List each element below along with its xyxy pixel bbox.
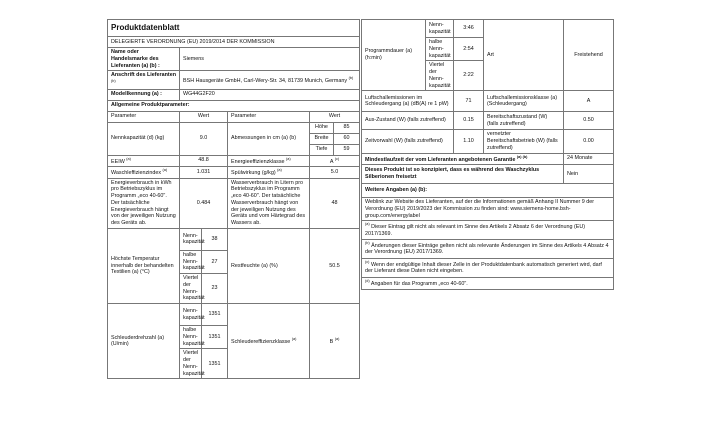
supplier-name-label: Name oder Handelsmarke des Lieferanten (a) (b) : [108,48,180,71]
maxtemp-half-label: halbe Nenn-kapazität [180,250,202,273]
silver-label: Dieses Produkt ist so konzipiert, dass es während des Waschzyklus Silberionen freisetzt [362,165,564,184]
address: BSH Hausgeräte GmbH, Carl-Wery-Str. 34, 81739 Munich, Germany [183,77,348,84]
silver-value: Nein [564,165,614,184]
eeiw-note: (a) [126,156,131,161]
height-label: Höhe [310,122,334,133]
more-info-heading: Weitere Angaben (a) (b): [362,184,614,198]
capacity-value: 9.0 [180,122,228,155]
energy-value: 0.484 [180,178,228,228]
address-cell [180,71,360,89]
type-label: Art [484,20,564,91]
spinclass-value-note: (a) [334,336,340,341]
noiseclass-label: Luftschallemissionsklasse (a) (Schleudergang) [484,91,564,112]
spin-half-label: halbe Nenn-kapazität [180,326,202,349]
water-value: 48 [310,178,360,228]
eeclass-value: A [329,158,334,165]
washindex-label-cell [108,167,180,179]
prog-duration-label: Programmdauer (a) (h:min) [362,20,426,91]
spinclass-note: (a) [291,336,297,341]
footnote-d: Angaben für das Programm „eco 40-60". [370,280,468,287]
standby-label: Bereitschaftszustand (W) (falls zutreffend) [484,112,564,130]
footnote-c-cell [362,258,614,277]
netstandby-value: 0.00 [564,130,614,153]
depth-label: Tiefe [310,144,334,155]
eeclass-label-cell [228,155,310,167]
delay-label: Zeitvorwahl (W) (falls zutreffend) [362,130,454,153]
rinse-label: Spülwirkung (g/kg) [231,169,276,176]
warranty-label: Mindestlaufzeit der vom Lieferanten angebotenen Garantie [365,156,516,163]
energy-label: Energieverbrauch in kWh pro Betriebszyklus im Programm „eco 40-60". Der tatsächliche Energieverbrauch hängt von der jeweiligen Nutzung des Geräts ab. [108,178,180,228]
maxtemp-quarter: 23 [202,274,228,304]
spin-quarter-label: Viertel der Nenn-kapazität [180,349,202,379]
rinse-label-cell [228,167,310,179]
datasheet-right-table [361,19,614,290]
address-label-note: (b) [111,79,116,83]
eeclass-note: (a) [286,156,291,161]
dur-quarter: 2:22 [454,61,484,91]
footnote-d-marker: (d) [365,278,370,283]
col-header-param: Parameter [108,111,180,122]
col-header-param2: Parameter [228,111,310,122]
maxtemp-rated-label: Nenn-kapazität [180,228,202,250]
footnote-a: Dieser Eintrag gilt nicht als relevant im Sinne des Artikels 2 Absatz 6 der Verordnung (EU) 2017/1369. [365,224,586,237]
footnote-c: Wenn der endgültige Inhalt dieser Zelle in der Produktdatenbank automatisch generiert wird, darf der Lieferant diese Daten nicht eingeben. [365,261,602,275]
model-label: Modellkennung (a) : [108,89,180,100]
regulation-text: DELEGIERTE VERORDNUNG (EU) 2019/2014 DER KOMMISSION [108,37,360,48]
warranty-label-cell [362,153,564,165]
footnote-a-marker: (a) [365,222,370,227]
dur-half: 2:54 [454,38,484,61]
spin-rated-label: Nenn-kapazität [180,304,202,326]
washindex-value: 1.031 [180,167,228,179]
maxtemp-label: Höchste Temperatur innerhalb der behandelten Textilien (a) (°C) [108,228,180,303]
depth-value: 59 [334,144,360,155]
noise-label: Luftschallemissionen im Schleudergang (a) (dB(A) re 1 pW) [362,91,454,112]
footnote-b-marker: (b) [365,240,370,245]
spinclass-value-cell [310,304,360,379]
general-params-heading: Allgemeine Produktparameter: [108,100,360,111]
water-label: Wasserverbrauch in Litern pro Betriebszyklus im Programm „eco 40-60". Der tatsächliche Wasserverbrauch hängt von der jeweiligen Nutzung des Geräts und vom Härtegrad des Wassers ab. [228,178,310,228]
dur-half-label: halbe Nenn-kapazität [426,38,454,61]
delay-value: 1.10 [454,130,484,153]
dur-rated-label: Nenn-kapazität [426,20,454,38]
eeiw-label: EEIW [111,158,125,165]
rinse-note: (a) [277,168,282,173]
address-note: (b) [348,75,354,80]
weblink-text: Weblink zur Website des Lieferanten, auf der die Informationen gemäß Anhang II Nummer 9 der Verordnung (EU) 2019/2023 der Kommission zu finden sind: www.siemens-home.bsh-group.com/energylabel [362,198,614,221]
rinse-value: 5.0 [310,167,360,179]
maxtemp-quarter-label: Viertel der Nenn-kapazität [180,274,202,304]
eeiw-label-cell [108,155,180,167]
col-header-value2: Wert [310,111,360,122]
type-value: Freistehend [564,20,614,91]
footnote-b: Änderungen dieser Einträge gelten nicht als relevante Änderungen im Sinne des Artikels 4 Absatz 4 der Verordnung (EU) 2017/1369. [365,242,609,256]
off-value: 0.15 [454,112,484,130]
col-header-value: Wert [180,111,228,122]
footnote-a-cell [362,221,614,239]
address-label-cell [108,71,180,89]
moisture-label: Restfeuchte (a) (%) [228,228,310,303]
spinclass-label-cell [228,304,310,379]
standby-value: 0.50 [564,112,614,130]
spin-quarter: 1351 [202,349,228,379]
address-label: Anschrift des Lieferanten [111,72,177,79]
moisture-value: 50.5 [310,228,360,303]
eeclass-value-note: (c) [334,156,340,161]
spin-rated: 1351 [202,304,228,326]
spin-half: 1351 [202,326,228,349]
noiseclass-value: A [564,91,614,112]
washindex-note: (a) [162,168,168,173]
eeclass-value-cell [310,155,360,167]
height-value: 85 [334,122,360,133]
netstandby-label: vernetzter Bereitschaftsbetrieb (W) (falls zutreffend) [484,130,564,153]
dur-quarter-label: Viertel der Nenn-kapazität [426,61,454,91]
spin-label: Schleuderdrehzahl (a) (U/min) [108,304,180,379]
model-id: WG44G2F20 [180,89,360,100]
spinclass-label: Schleudereffizienzklasse [231,338,291,345]
datasheet-title: Produktdatenblatt [108,20,360,37]
warranty-value: 24 Monate [564,153,614,165]
width-value: 60 [334,133,360,144]
warranty-note: (a) (b) [516,154,528,159]
dimensions-label: Abmessungen in cm (a) (b) [228,122,310,155]
washindex-label: Waschleffizienzindex [111,169,162,176]
off-label: Aus-Zustand (W) (falls zutreffend) [362,112,454,130]
footnote-c-marker: (c) [365,259,370,264]
width-label: Breite [310,133,334,144]
capacity-label: Nennkapazität (d) (kg) [108,122,180,155]
eeiw-value: 48.8 [180,155,228,167]
footnote-b-cell [362,239,614,258]
footnote-d-cell [362,277,614,289]
noise-value: 71 [454,91,484,112]
datasheet-left-table [107,19,360,379]
maxtemp-rated: 38 [202,228,228,250]
spinclass-value: B [329,338,334,345]
dur-rated: 3:46 [454,20,484,38]
maxtemp-half: 27 [202,250,228,273]
supplier-name: Siemens [180,48,360,71]
eeclass-label: Energieeffizienzklasse [231,158,285,165]
